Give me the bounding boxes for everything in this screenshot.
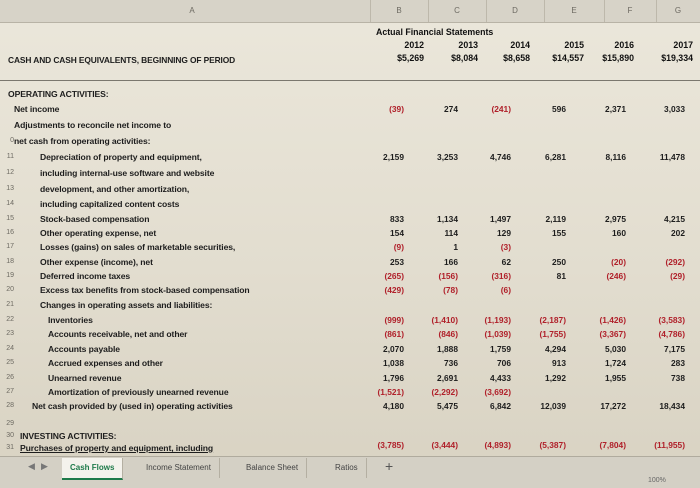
cell-2015[interactable]: 81: [556, 271, 566, 281]
row-label[interactable]: Other operating expense, net: [40, 228, 157, 238]
cell-2013[interactable]: 3,253: [437, 152, 458, 162]
cell-2017[interactable]: 7,175: [664, 344, 685, 354]
cell-2014[interactable]: (6): [500, 285, 511, 295]
row-number[interactable]: 24: [6, 345, 14, 352]
cell-2012[interactable]: 2,159: [383, 152, 404, 162]
cell-2012[interactable]: (265): [384, 271, 404, 281]
beginning-cash-2014[interactable]: $8,658: [503, 53, 530, 63]
row-number[interactable]: 29: [6, 420, 14, 427]
cell-2012[interactable]: 833: [390, 214, 404, 224]
column-header-g[interactable]: G: [656, 0, 700, 22]
cell-2015[interactable]: 4,294: [545, 344, 566, 354]
investing-activities-heading[interactable]: INVESTING ACTIVITIES:: [20, 431, 117, 441]
row-number[interactable]: 16: [6, 229, 14, 236]
row-label[interactable]: Excess tax benefits from stock-based compensation: [40, 285, 250, 295]
cell-2017[interactable]: 738: [671, 373, 685, 383]
row-label[interactable]: Other expense (income), net: [40, 257, 153, 267]
cell-2016[interactable]: (3,367): [599, 329, 626, 339]
cell-2015[interactable]: 1,292: [545, 373, 566, 383]
column-header-e[interactable]: E: [544, 0, 605, 22]
tab-balance-sheet[interactable]: Balance Sheet: [238, 458, 307, 478]
cell-2013[interactable]: 5,475: [437, 401, 458, 411]
cell-2013[interactable]: 736: [444, 358, 458, 368]
row-label[interactable]: including internal-use software and website: [40, 168, 215, 178]
cell-2017[interactable]: 202: [671, 228, 685, 238]
row-number[interactable]: 28: [6, 402, 14, 409]
cell-2014[interactable]: (1,039): [484, 329, 511, 339]
cell-2016[interactable]: (246): [606, 271, 626, 281]
cell-2015[interactable]: 155: [552, 228, 566, 238]
row-label[interactable]: Accrued expenses and other: [48, 358, 163, 368]
row-label[interactable]: net cash from operating activities:: [14, 136, 151, 146]
cell-2012[interactable]: 1,796: [383, 373, 404, 383]
cell-2015[interactable]: (1,755): [539, 329, 566, 339]
row-number[interactable]: 19: [6, 272, 14, 279]
row-label[interactable]: Unearned revenue: [48, 373, 122, 383]
status-bar: [400, 477, 700, 488]
year-2013: 2013: [458, 40, 478, 50]
column-header-bar: [0, 0, 700, 23]
row-label[interactable]: Inventories: [48, 315, 93, 325]
row-number[interactable]: 27: [6, 388, 14, 395]
cell-2013[interactable]: (1,410): [431, 315, 458, 325]
cell-2014[interactable]: 4,433: [490, 373, 511, 383]
cell-2012[interactable]: 154: [390, 228, 404, 238]
beginning-cash-2013[interactable]: $8,084: [451, 53, 478, 63]
cell-2016[interactable]: 160: [612, 228, 626, 238]
cell-2013[interactable]: 1: [453, 242, 458, 252]
tab-cash-flows[interactable]: Cash Flows: [62, 458, 123, 480]
row-label[interactable]: Accounts receivable, net and other: [48, 329, 188, 339]
cell-2013[interactable]: 1,888: [437, 344, 458, 354]
row-label[interactable]: Changes in operating assets and liabilities:: [40, 300, 213, 310]
cell-2015[interactable]: 2,119: [545, 214, 566, 224]
cell-2015[interactable]: 913: [552, 358, 566, 368]
cell-2014[interactable]: 1,759: [490, 344, 511, 354]
beginning-cash-2012[interactable]: $5,269: [397, 53, 424, 63]
cell-2013[interactable]: (846): [438, 329, 458, 339]
row-label[interactable]: Net income: [14, 104, 60, 114]
row-number[interactable]: 20: [6, 286, 14, 293]
row-label[interactable]: Stock-based compensation: [40, 214, 150, 224]
cell-2017[interactable]: 283: [671, 358, 685, 368]
row-number[interactable]: 11: [6, 153, 14, 160]
row-label[interactable]: including capitalized content costs: [40, 199, 180, 209]
cell-2016[interactable]: 2,975: [605, 214, 626, 224]
cell-2014[interactable]: 129: [497, 228, 511, 238]
row-label[interactable]: development, and other amortization,: [40, 184, 190, 194]
cell-2014[interactable]: 6,842: [490, 401, 511, 411]
purchases-2014[interactable]: (4,893): [484, 440, 511, 450]
cell-2016[interactable]: 1,724: [605, 358, 626, 368]
row-number[interactable]: 12: [6, 169, 14, 176]
cell-2016[interactable]: (20): [611, 257, 626, 267]
cell-2015[interactable]: 6,281: [545, 152, 566, 162]
purchases-2015[interactable]: (5,387): [539, 440, 566, 450]
column-header-f[interactable]: F: [604, 0, 657, 22]
row-number[interactable]: 26: [6, 374, 14, 381]
cell-2014[interactable]: (1,193): [484, 315, 511, 325]
cell-2014[interactable]: (3): [500, 242, 511, 252]
cell-2017[interactable]: (4,786): [658, 329, 685, 339]
cell-2015[interactable]: 596: [552, 104, 566, 114]
row-number[interactable]: 30: [6, 432, 14, 439]
tab-scroll-right-icon[interactable]: ▶: [41, 461, 48, 471]
row-number[interactable]: 22: [6, 316, 14, 323]
cell-2013[interactable]: 2,691: [437, 373, 458, 383]
section-divider: [0, 80, 700, 81]
row-number[interactable]: 18: [6, 258, 14, 265]
row-number[interactable]: 14: [6, 200, 14, 207]
row-number[interactable]: 17: [6, 243, 14, 250]
cell-2013[interactable]: (78): [443, 285, 458, 295]
purchases-label[interactable]: Purchases of property and equipment, including: [20, 443, 214, 453]
row-label[interactable]: Deferred income taxes: [40, 271, 131, 281]
cell-2017[interactable]: 3,033: [664, 104, 685, 114]
cell-2017[interactable]: (292): [665, 257, 685, 267]
purchases-2013[interactable]: (3,444): [431, 440, 458, 450]
cell-2016[interactable]: 5,030: [605, 344, 626, 354]
cell-2012[interactable]: 2,070: [383, 344, 404, 354]
year-2012: 2012: [404, 40, 424, 50]
beginning-cash-2015[interactable]: $14,557: [552, 53, 584, 63]
cell-2015[interactable]: 250: [552, 257, 566, 267]
cell-2014[interactable]: (241): [491, 104, 511, 114]
cell-2016[interactable]: 8,116: [605, 152, 626, 162]
cell-2016[interactable]: (1,426): [599, 315, 626, 325]
zoom-level[interactable]: 100%: [648, 477, 666, 484]
beginning-cash-label[interactable]: CASH AND CASH EQUIVALENTS, BEGINNING OF PERIOD: [8, 55, 236, 65]
cell-2014[interactable]: 706: [497, 358, 511, 368]
cell-2015[interactable]: 12,039: [540, 401, 566, 411]
cell-2016[interactable]: 2,371: [605, 104, 626, 114]
cell-2012[interactable]: 4,180: [383, 401, 404, 411]
row-label[interactable]: Net cash provided by (used in) operating activities: [32, 401, 233, 411]
beginning-cash-2017[interactable]: $19,334: [661, 53, 693, 63]
beginning-cash-2016[interactable]: $15,890: [602, 53, 634, 63]
cell-2014[interactable]: 4,746: [490, 152, 511, 162]
cell-2015[interactable]: (2,187): [539, 315, 566, 325]
cell-2017[interactable]: 11,478: [659, 152, 685, 162]
cell-2012[interactable]: (861): [384, 329, 404, 339]
cell-2017[interactable]: (29): [670, 271, 685, 281]
cell-2012[interactable]: 1,038: [383, 358, 404, 368]
column-header-a[interactable]: A: [14, 0, 371, 22]
cell-2013[interactable]: 166: [444, 257, 458, 267]
row-label[interactable]: Amortization of previously unearned revenue: [48, 387, 229, 397]
cell-2014[interactable]: (316): [491, 271, 511, 281]
cell-2016[interactable]: 17,272: [600, 401, 626, 411]
cell-2013[interactable]: (2,292): [431, 387, 458, 397]
cell-2012[interactable]: (39): [389, 104, 404, 114]
row-number[interactable]: 23: [6, 330, 14, 337]
cell-2017[interactable]: 4,215: [664, 214, 685, 224]
tab-scroll-left-icon[interactable]: ◀: [28, 461, 35, 471]
cell-2013[interactable]: 114: [444, 228, 458, 238]
row-number[interactable]: 25: [6, 359, 14, 366]
cell-2013[interactable]: 274: [444, 104, 458, 114]
year-2014: 2014: [510, 40, 530, 50]
cell-2014[interactable]: 1,497: [490, 214, 511, 224]
row-label[interactable]: Losses (gains) on sales of marketable securities,: [40, 242, 236, 252]
purchases-2012[interactable]: (3,785): [377, 440, 404, 450]
row-number[interactable]: 13: [6, 185, 14, 192]
cell-2013[interactable]: 1,134: [437, 214, 458, 224]
cell-2012[interactable]: (9): [393, 242, 404, 252]
cell-2017[interactable]: 18,434: [659, 401, 685, 411]
cell-2012[interactable]: (1,521): [377, 387, 404, 397]
cell-2012[interactable]: (999): [384, 315, 404, 325]
year-2017: 2017: [673, 40, 693, 50]
row-label[interactable]: Accounts payable: [48, 344, 120, 354]
cell-2012[interactable]: 253: [390, 257, 404, 267]
row-label[interactable]: Adjustments to reconcile net income to: [14, 120, 172, 130]
row-number[interactable]: 31: [6, 444, 14, 451]
year-2015: 2015: [564, 40, 584, 50]
purchases-2016[interactable]: (7,804): [599, 440, 626, 450]
operating-activities-heading[interactable]: OPERATING ACTIVITIES:: [8, 89, 109, 99]
row-number[interactable]: 15: [6, 215, 14, 222]
column-header-c[interactable]: C: [428, 0, 487, 22]
tab-ratios[interactable]: Ratios: [327, 458, 367, 478]
column-header-b[interactable]: B: [370, 0, 429, 22]
cell-2016[interactable]: 1,955: [605, 373, 626, 383]
year-2016: 2016: [614, 40, 634, 50]
tab-income-statement[interactable]: Income Statement: [138, 458, 220, 478]
row-number[interactable]: 0: [10, 137, 14, 144]
row-label[interactable]: Depreciation of property and equipment,: [40, 152, 202, 162]
row-number[interactable]: 21: [6, 301, 14, 308]
add-sheet-icon[interactable]: +: [385, 458, 394, 474]
cell-2012[interactable]: (429): [384, 285, 404, 295]
statements-title: Actual Financial Statements: [376, 27, 494, 37]
purchases-2017[interactable]: (11,955): [654, 440, 685, 450]
cell-2014[interactable]: 62: [501, 257, 511, 267]
cell-2017[interactable]: (3,583): [658, 315, 685, 325]
column-header-d[interactable]: D: [486, 0, 545, 22]
cell-2014[interactable]: (3,692): [484, 387, 511, 397]
cell-2013[interactable]: (156): [438, 271, 458, 281]
